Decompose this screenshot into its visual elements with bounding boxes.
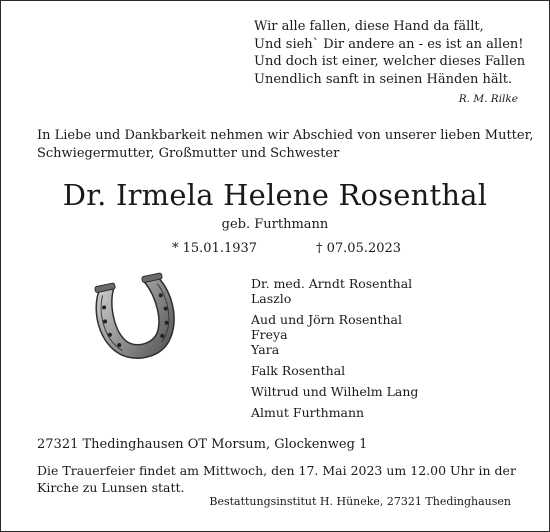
intro-text bbox=[37, 127, 537, 163]
family-address: 27321 Thedinghausen OT Morsum, Glockenweg 1 bbox=[37, 437, 368, 452]
intro-line: In Liebe und Dankbarkeit nehmen wir Abschied von unserer lieben Mutter, bbox=[37, 128, 534, 143]
mourner-name: Laszlo bbox=[251, 291, 292, 306]
mourner-name: Wiltrud und Wilhelm Lang bbox=[251, 384, 419, 399]
maiden-name: geb. Furthmann bbox=[221, 217, 329, 232]
poem bbox=[254, 18, 534, 109]
mourner-group bbox=[251, 384, 541, 399]
mourner-name: Falk Rosenthal bbox=[251, 363, 346, 378]
mourner-group bbox=[251, 312, 541, 357]
mourner-group bbox=[251, 276, 541, 306]
ceremony-line: Kirche zu Lunsen statt. bbox=[37, 480, 185, 495]
death-date: † 07.05.2023 bbox=[316, 241, 402, 256]
mourner-name: Dr. med. Arndt Rosenthal bbox=[251, 276, 413, 291]
poem-line: Unendlich sanft in seinen Händen hält. bbox=[254, 71, 513, 87]
intro-line: Schwiegermutter, Großmutter und Schwester bbox=[37, 146, 340, 161]
poem-author: R. M. Rilke bbox=[458, 93, 518, 105]
mourners-list bbox=[251, 276, 541, 426]
undertaker-info: Bestattungsinstitut H. Hüneke, 27321 Thedinghausen bbox=[209, 495, 511, 508]
poem-line: Und sieh` Dir andere an - es ist an allen! bbox=[254, 36, 524, 52]
mourner-group bbox=[251, 405, 541, 420]
mourner-name: Aud und Jörn Rosenthal bbox=[251, 312, 402, 327]
mourner-name: Yara bbox=[251, 342, 280, 357]
mourner-group bbox=[251, 363, 541, 378]
birth-date: * 15.01.1937 bbox=[172, 241, 258, 256]
poem-line: Wir alle fallen, diese Hand da fällt, bbox=[254, 19, 484, 34]
deceased-name: Dr. Irmela Helene Rosenthal bbox=[62, 178, 488, 212]
mourner-name: Almut Furthmann bbox=[251, 405, 365, 420]
poem-line: Und doch ist einer, welcher dieses Fallen bbox=[254, 54, 526, 69]
mourner-name: Freya bbox=[251, 327, 288, 342]
funeral-ceremony-info bbox=[37, 462, 537, 496]
ceremony-line: Die Trauerfeier findet am Mittwoch, den 17. Mai 2023 um 12.00 Uhr in der bbox=[37, 463, 516, 478]
horseshoe-icon bbox=[90, 271, 182, 365]
